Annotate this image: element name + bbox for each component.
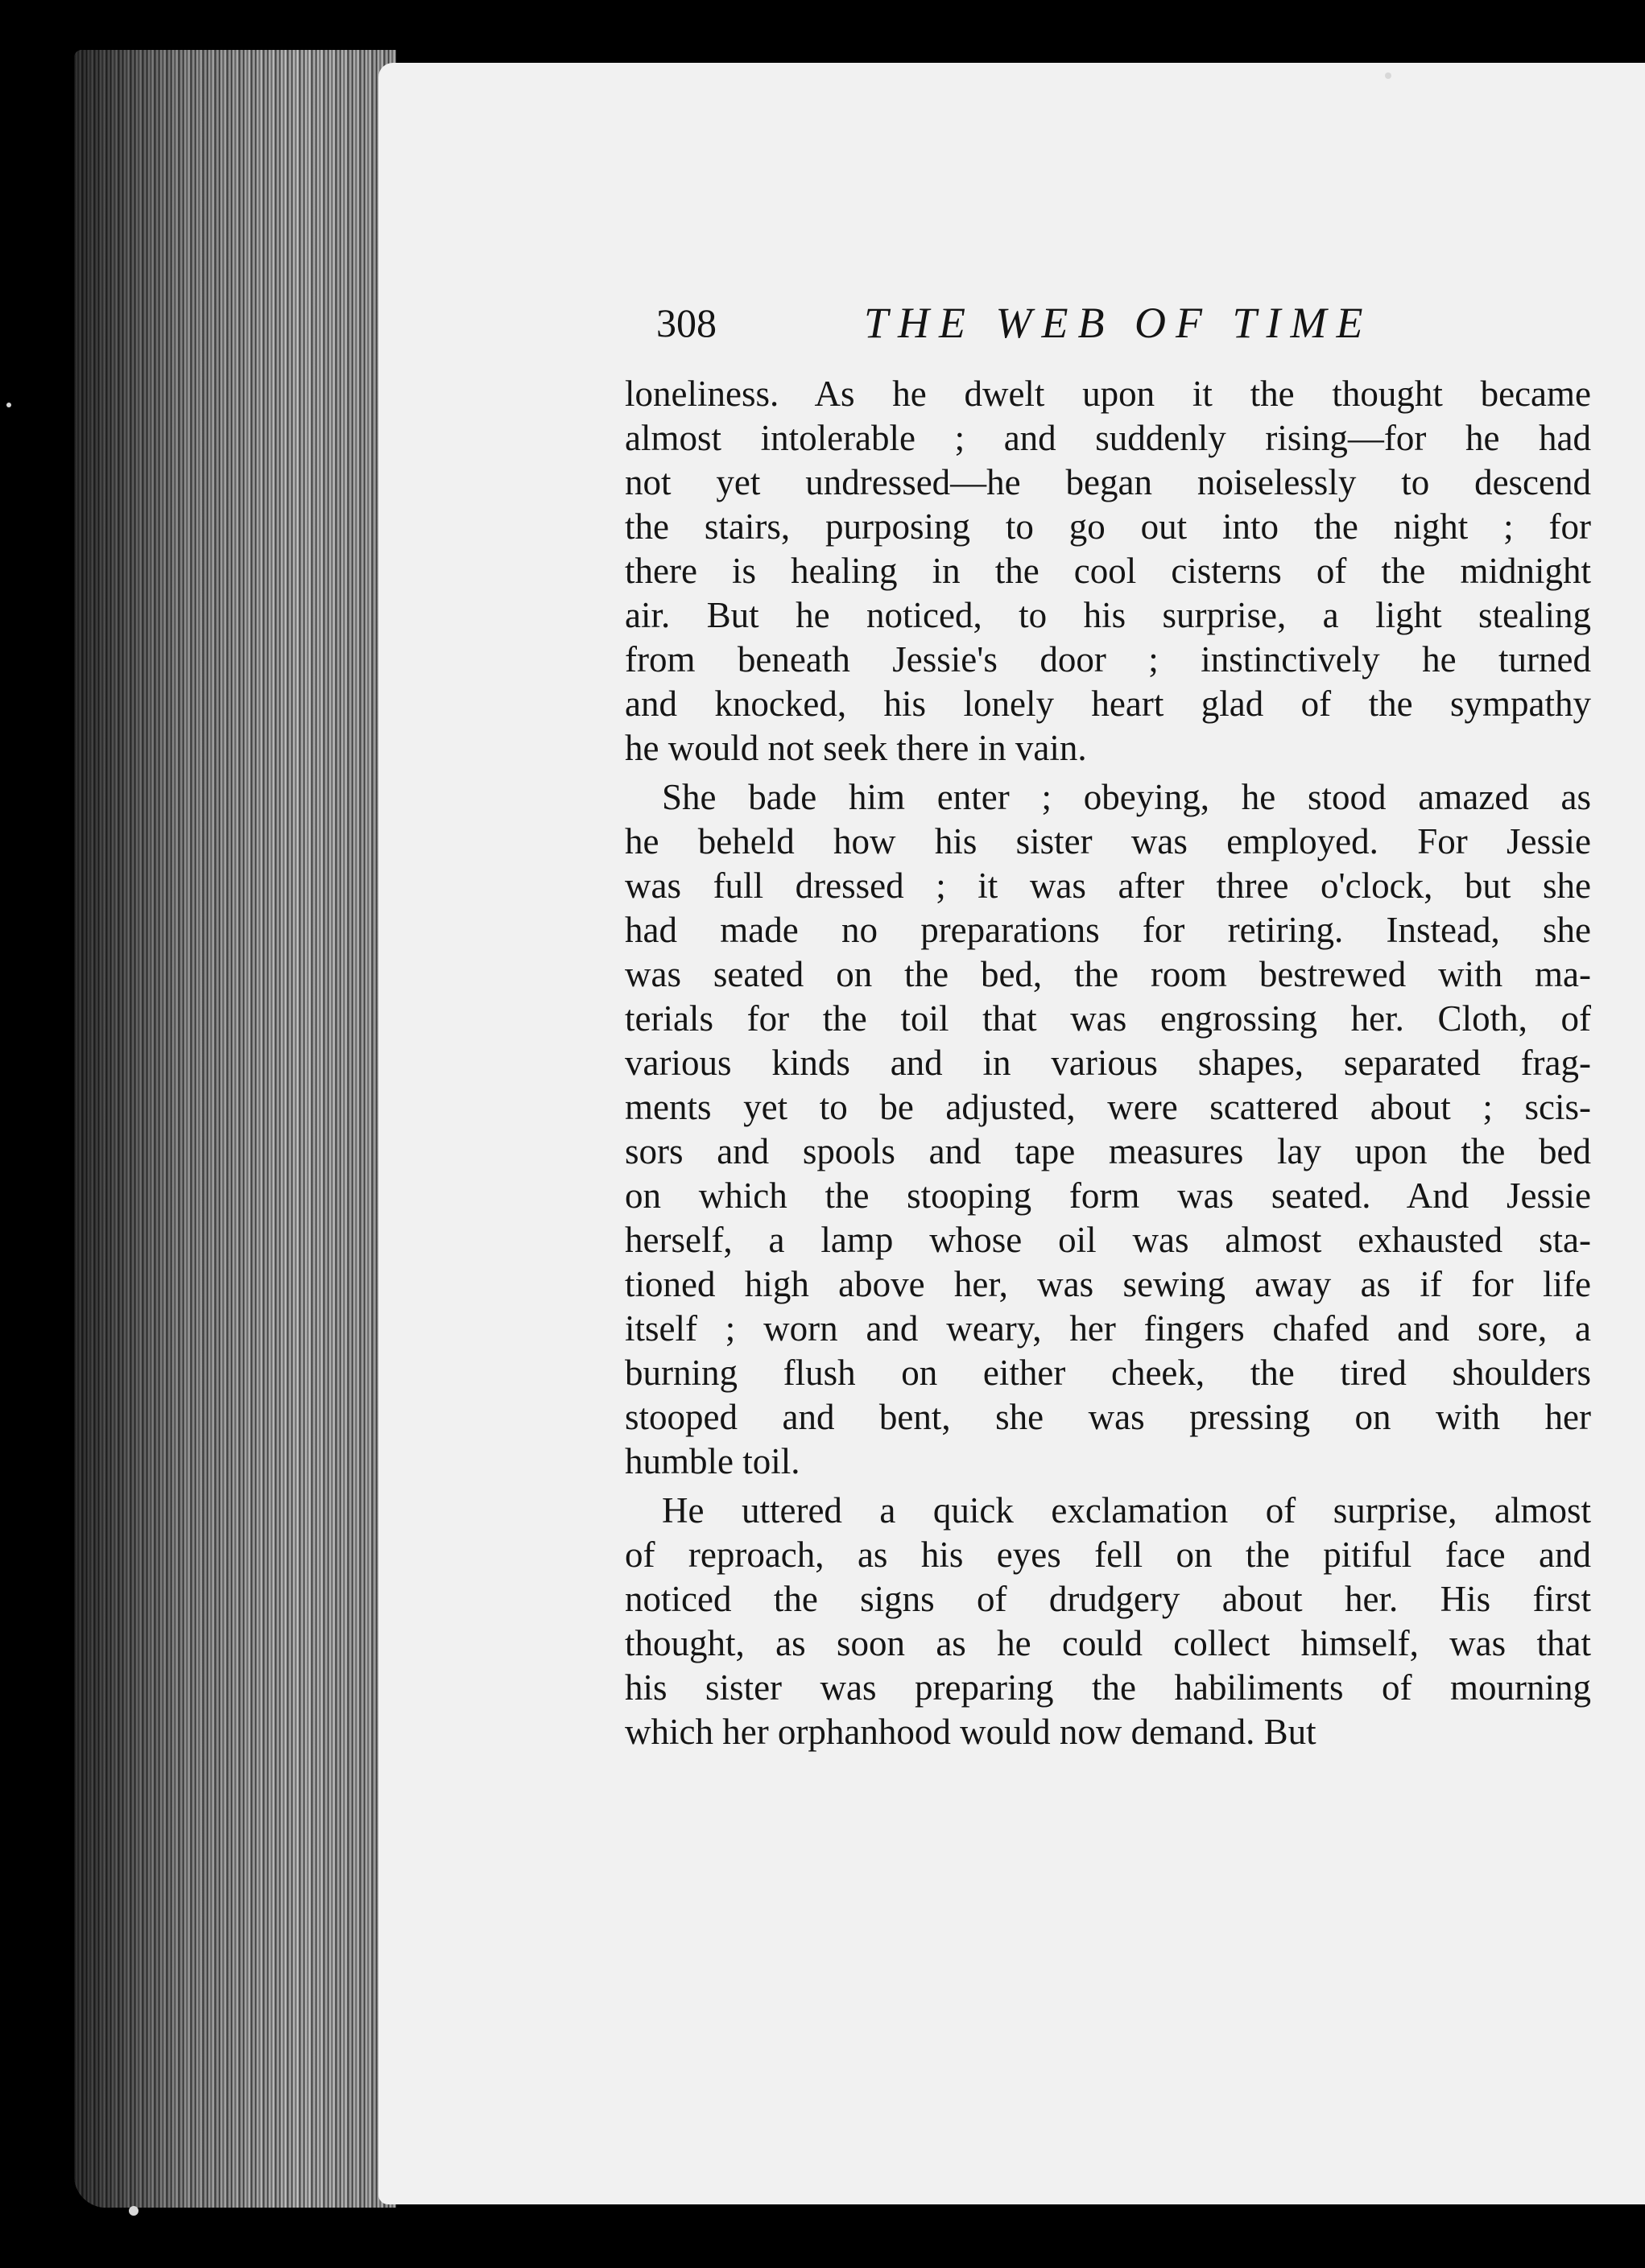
text-line: herself, a lamp whose oil was almost exhausted sta-: [625, 1220, 1591, 1260]
text-line: air. But he noticed, to his surprise, a light stealing: [625, 595, 1591, 635]
text-line: itself ; worn and weary, her fingers chafed and sore, a: [625, 1308, 1591, 1349]
text-line: humble toil.: [625, 1441, 800, 1481]
text-line: burning flush on either cheek, the tired shoulders: [625, 1353, 1591, 1393]
text-line: he would not seek there in vain.: [625, 728, 1087, 768]
text-line: thought, as soon as he could collect himself, was that: [625, 1623, 1591, 1663]
scan-speck: [129, 2206, 138, 2216]
text-line: sors and spools and tape measures lay upon the bed: [625, 1131, 1591, 1171]
paragraph: [625, 1489, 1591, 1754]
text-line: his sister was preparing the habiliments of mourning: [625, 1667, 1591, 1708]
text-line: noticed the signs of drudgery about her. His first: [625, 1579, 1591, 1619]
text-line: loneliness. As he dwelt upon it the thought became: [625, 374, 1591, 414]
text-line: the stairs, purposing to go out into the night ; for: [625, 506, 1591, 547]
text-line: almost intolerable ; and suddenly rising—for he had: [625, 418, 1591, 458]
body-text: [625, 372, 1591, 1759]
page-number: 308: [656, 300, 717, 345]
text-line: tioned high above her, was sewing away as if for life: [625, 1264, 1591, 1304]
text-line: had made no preparations for retiring. Instead, she: [625, 910, 1591, 950]
running-title: THE WEB OF TIME: [864, 299, 1373, 347]
text-line: from beneath Jessie's door ; instinctively he turned: [625, 639, 1591, 680]
page-header: [656, 300, 1461, 356]
text-line: there is healing in the cool cisterns of the midnight: [625, 551, 1591, 591]
text-line: on which the stooping form was seated. And Jessie: [625, 1175, 1591, 1216]
text-line: was seated on the bed, the room bestrewed with ma-: [625, 954, 1591, 994]
text-line: and knocked, his lonely heart glad of the sympathy: [625, 684, 1591, 724]
text-line: stooped and bent, she was pressing on with her: [625, 1397, 1591, 1437]
paragraph: [625, 372, 1591, 770]
text-line: She bade him enter ; obeying, he stood amazed as: [662, 777, 1591, 817]
text-line: not yet undressed—he began noiselessly to descend: [625, 462, 1591, 502]
scan-speck: [1385, 72, 1391, 79]
scan-speck: [6, 403, 11, 407]
text-line: which her orphanhood would now demand. But: [625, 1712, 1316, 1752]
text-line: of reproach, as his eyes fell on the pitiful face and: [625, 1535, 1591, 1575]
text-line: was full dressed ; it was after three o'clock, but she: [625, 865, 1591, 906]
text-line: He uttered a quick exclamation of surprise, almost: [662, 1490, 1591, 1531]
text-line: various kinds and in various shapes, separated frag-: [625, 1043, 1591, 1083]
text-line: terials for the toil that was engrossing her. Cloth, of: [625, 998, 1591, 1039]
text-line: ments yet to be adjusted, were scattered about ; scis-: [625, 1087, 1591, 1127]
paragraph: [625, 775, 1591, 1484]
book-edge-shadow: [74, 50, 396, 2208]
text-line: he beheld how his sister was employed. For Jessie: [625, 821, 1591, 861]
